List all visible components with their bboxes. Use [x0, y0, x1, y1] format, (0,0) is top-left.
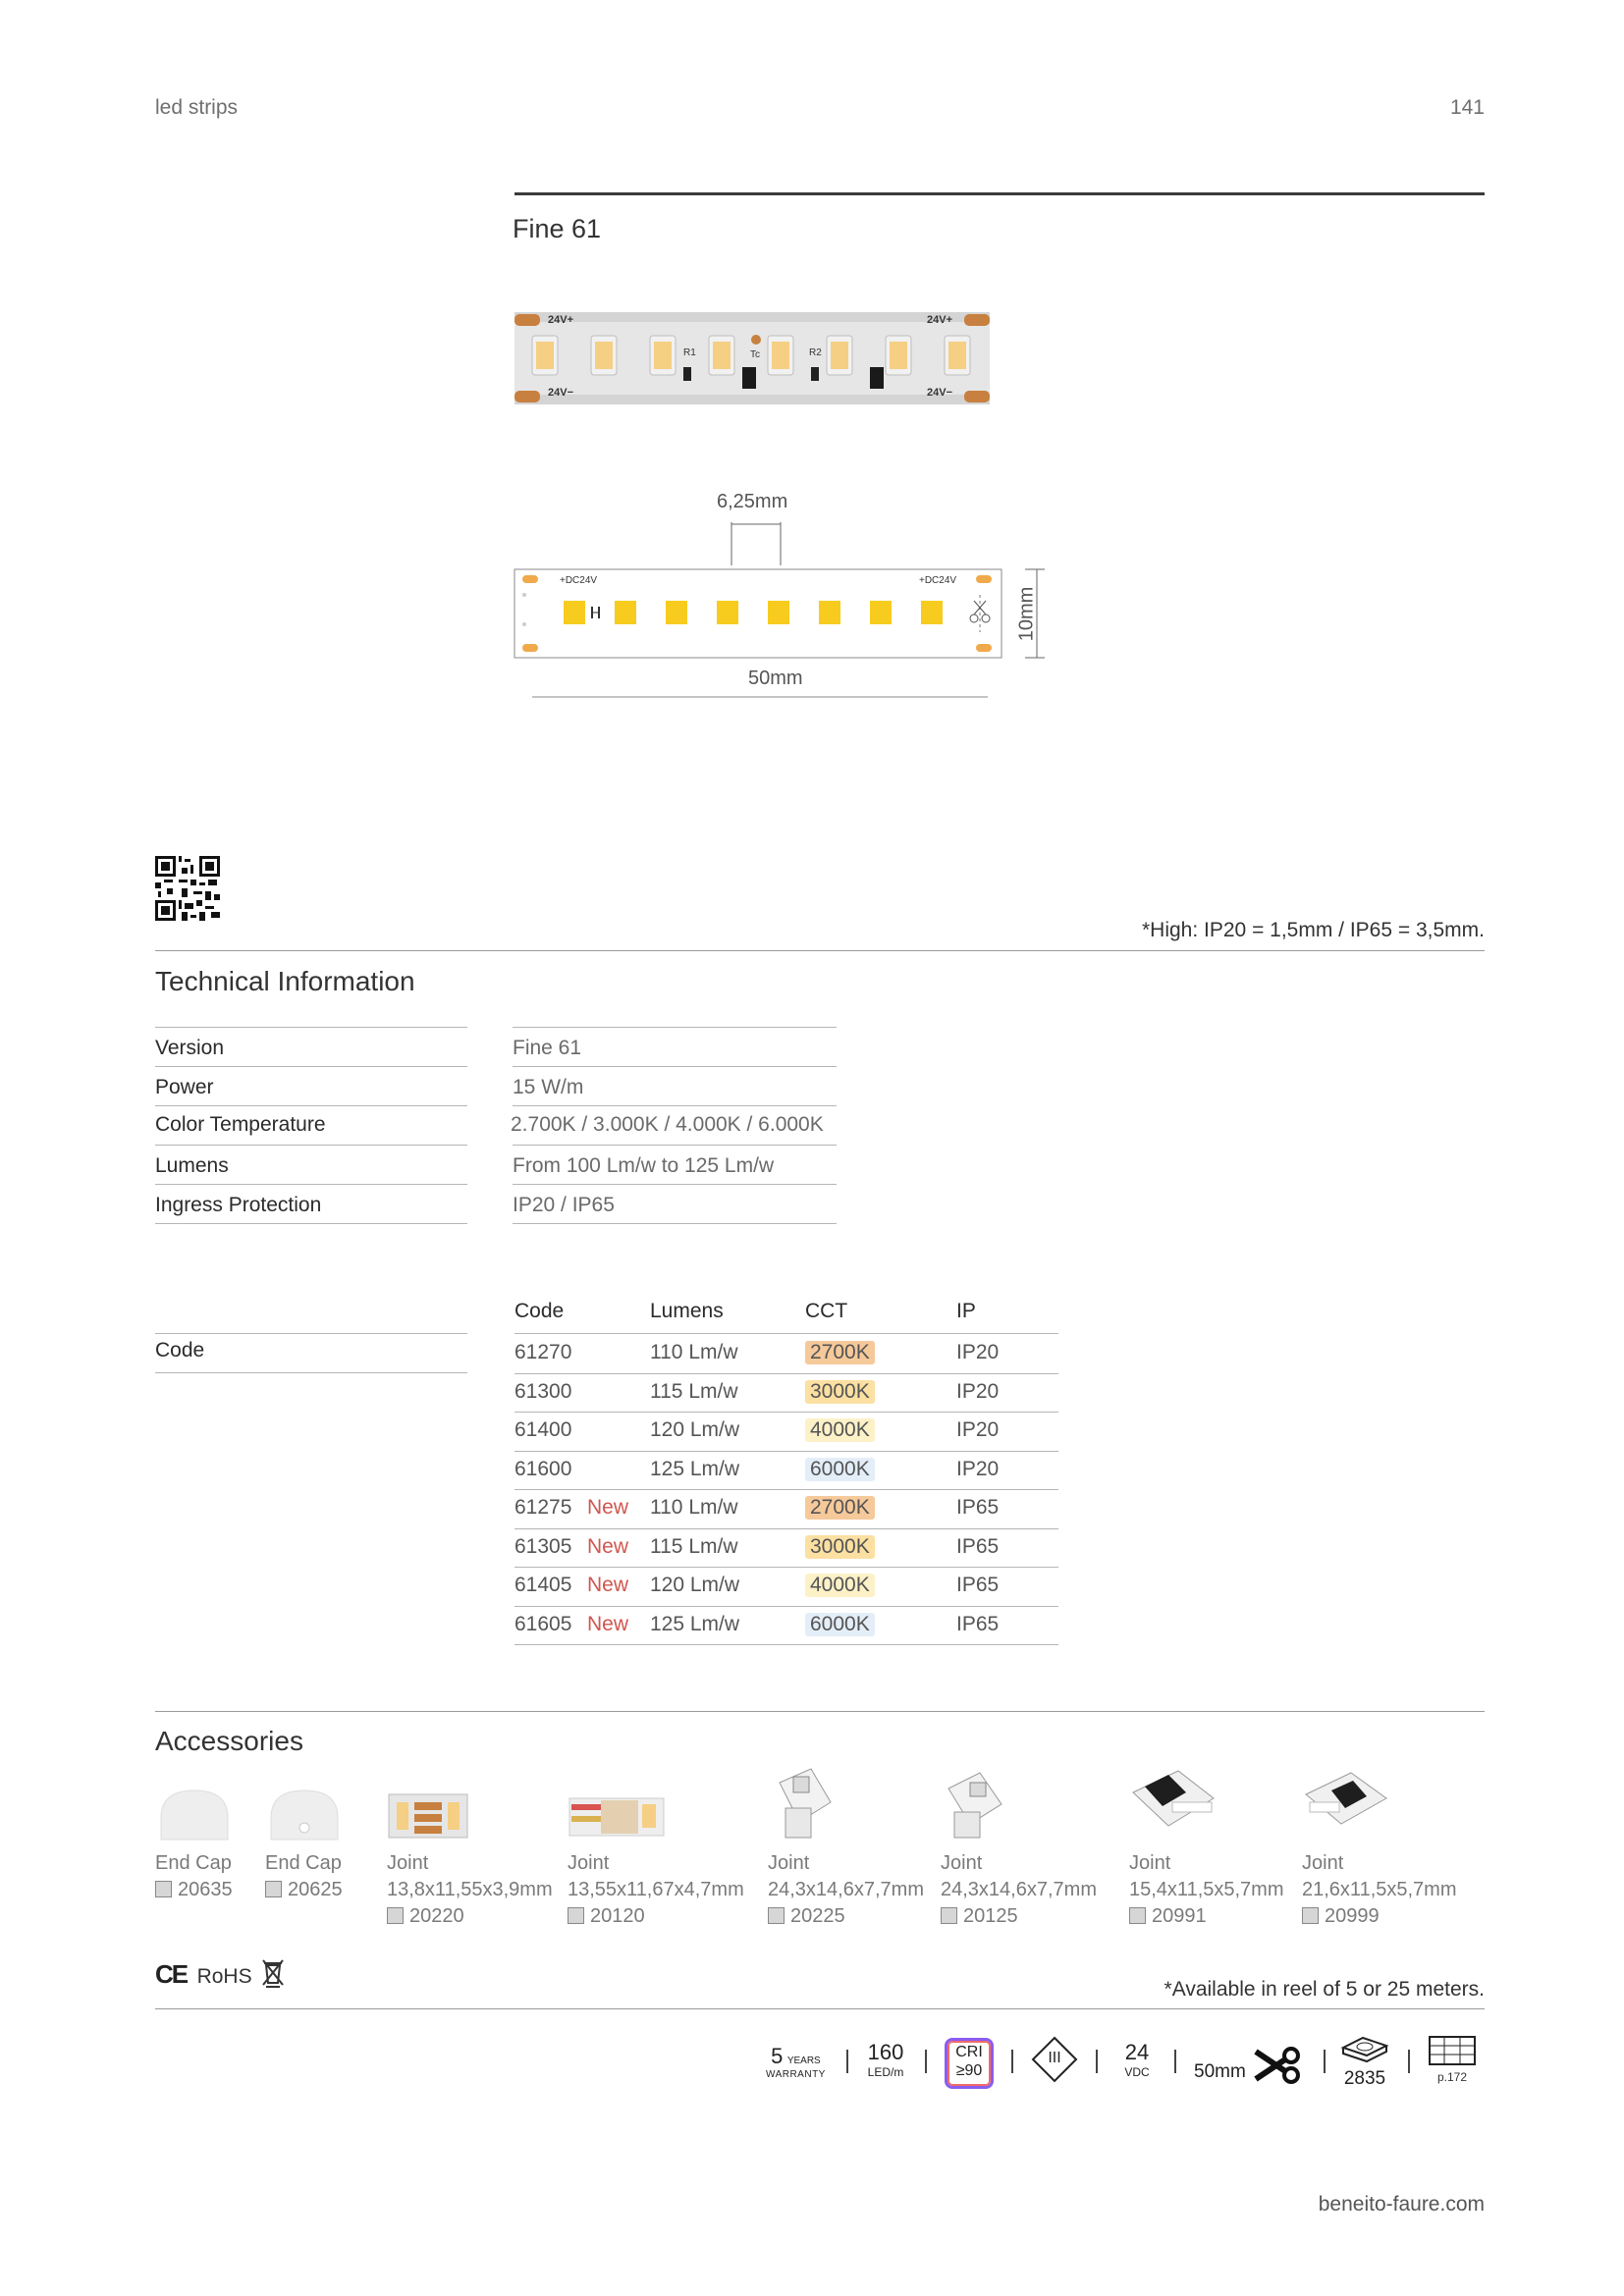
led-density: [862, 2040, 909, 2079]
code-value: 61275: [514, 1496, 572, 1519]
cri-bottom: ≥90: [955, 2062, 983, 2079]
code-value: 61305: [514, 1534, 572, 1558]
dimension-drawing: [511, 491, 1060, 707]
accessory-code: 20120: [568, 1903, 764, 1930]
led-count: 160: [867, 2040, 904, 2064]
tech-row: [155, 1145, 842, 1184]
cri-top: CRI: [955, 2044, 983, 2060]
tech-row-label: Version: [155, 1037, 225, 1059]
col-header-ip: IP: [956, 1300, 976, 1322]
ce-mark: CE: [155, 1959, 188, 1989]
lumens-value: 125 Lm/w: [650, 1612, 740, 1635]
col-header-lumens: Lumens: [650, 1300, 724, 1322]
accessory-item: [768, 1763, 945, 1930]
accessory-checkbox[interactable]: [265, 1881, 282, 1897]
end-cap-icon: [265, 1785, 344, 1845]
accessory-checkbox[interactable]: [1302, 1907, 1319, 1924]
accessory-name: Joint: [1129, 1852, 1171, 1874]
photo-label-r2: R2: [809, 347, 822, 358]
tech-row-value: IP20 / IP65: [513, 1194, 615, 1216]
cut-length-value: 50mm: [1194, 2061, 1246, 2082]
accessory-code: 20225: [768, 1903, 945, 1930]
code-value: 61405: [514, 1574, 572, 1596]
ip-value: IP65: [956, 1496, 1000, 1519]
separator: [1174, 2050, 1176, 2073]
col-header-code: Code: [514, 1300, 565, 1322]
accessory-name: Joint: [1302, 1852, 1344, 1874]
joint-connector-icon: [568, 1785, 666, 1845]
led-unit: LED/m: [867, 2065, 904, 2079]
led-chip-icon: [1339, 2032, 1390, 2065]
lumens-value: 120 Lm/w: [650, 1418, 740, 1441]
accessory-item: [1129, 1763, 1302, 1930]
separator: [1011, 2050, 1013, 2073]
codes-section: [155, 1296, 1058, 1649]
accessory-code: 20125: [941, 1903, 1117, 1930]
accessory-name: Joint: [387, 1852, 429, 1874]
accessory-dims: 13,8x11,55x3,9mm: [387, 1879, 553, 1900]
ip-value: IP65: [956, 1612, 1000, 1635]
accessory-item: [265, 1785, 373, 1903]
lumens-value: 110 Lm/w: [650, 1496, 738, 1519]
accessory-checkbox[interactable]: [768, 1907, 785, 1924]
photo-label-tc: Tc: [750, 349, 760, 360]
tech-row: [155, 1184, 842, 1223]
col-header-cct: CCT: [805, 1300, 848, 1322]
new-badge: New: [587, 1612, 629, 1635]
code-value: 61300: [514, 1379, 572, 1403]
tech-row: [155, 1066, 842, 1105]
tech-row: [155, 1105, 842, 1145]
accessory-dims: 24,3x14,6x7,7mm: [941, 1879, 1097, 1900]
ip-value: IP20: [956, 1418, 1000, 1441]
code-row: [514, 1490, 1058, 1529]
section-rule-technical: [155, 950, 1485, 951]
accessory-dims: 24,3x14,6x7,7mm: [768, 1879, 924, 1900]
page-reference-label: p.172: [1436, 2070, 1468, 2084]
accessory-name: Joint: [568, 1852, 610, 1874]
qr-code[interactable]: [155, 856, 220, 921]
pcb-label-right: +DC24V: [919, 575, 957, 586]
accessory-checkbox[interactable]: [1129, 1907, 1146, 1924]
accessory-item: [568, 1785, 764, 1930]
tech-row-label: Ingress Protection: [155, 1194, 322, 1216]
weee-bin-icon: [260, 1957, 286, 1989]
end-cap-icon: [155, 1785, 234, 1845]
cct-value: 4000K: [805, 1574, 875, 1597]
code-row: [514, 1374, 1058, 1414]
code-value: 61600: [514, 1457, 572, 1480]
clip-connector-icon: [768, 1763, 837, 1845]
separator: [925, 2050, 927, 2073]
photo-label-bottom-left: 24V−: [548, 387, 573, 399]
cri-badge: [945, 2038, 994, 2089]
cct-value: 2700K: [805, 1341, 875, 1364]
product-title: Fine 61: [513, 214, 602, 243]
accessory-dims: 21,6x11,5x5,7mm: [1302, 1879, 1457, 1900]
section-title: led strips: [155, 96, 239, 119]
cct-value: 2700K: [805, 1496, 875, 1520]
title-rule: [514, 192, 1485, 195]
clip-connector-icon: [941, 1763, 1009, 1845]
accessory-name: End Cap: [155, 1852, 232, 1874]
separator: [846, 2050, 848, 2073]
accessory-name: Joint: [768, 1852, 810, 1874]
code-value: 61400: [514, 1418, 572, 1441]
joint-connector-icon: [387, 1785, 469, 1845]
lumens-value: 115 Lm/w: [650, 1379, 738, 1403]
tech-row-label: Power: [155, 1076, 214, 1098]
code-row: [514, 1413, 1058, 1452]
code-row: [514, 1607, 1058, 1646]
tech-row-value: Fine 61: [513, 1037, 582, 1059]
accessory-checkbox[interactable]: [387, 1907, 404, 1924]
accessory-name: End Cap: [265, 1852, 342, 1874]
class-symbol: III: [1048, 2050, 1061, 2066]
feature-icons: [756, 2032, 1487, 2101]
ip-value: IP20: [956, 1379, 1000, 1403]
tech-row-value: From 100 Lm/w to 125 Lm/w: [513, 1154, 775, 1177]
lumens-value: 125 Lm/w: [650, 1457, 740, 1480]
accessory-item: [1302, 1763, 1475, 1930]
photo-label-top-right: 24V+: [927, 314, 952, 326]
cut-length: [1194, 2046, 1303, 2090]
photo-label-bottom-right: 24V−: [927, 387, 952, 399]
page-number: 141: [1449, 96, 1485, 119]
code-value: 61605: [514, 1612, 572, 1635]
separator: [1408, 2050, 1410, 2073]
cct-value: 4000K: [805, 1418, 875, 1442]
pcb-label-left: +DC24V: [560, 575, 598, 586]
accessory-name: Joint: [941, 1852, 983, 1874]
lumens-value: 120 Lm/w: [650, 1574, 740, 1596]
voltage-value: 24: [1124, 2040, 1150, 2064]
tech-row-label: Color Temperature: [155, 1113, 326, 1136]
chip-type: [1339, 2032, 1390, 2090]
cct-value: 3000K: [805, 1380, 875, 1404]
accessory-checkbox[interactable]: [155, 1881, 172, 1897]
accessory-code: 20625: [265, 1877, 373, 1903]
section-rule-features: [155, 2008, 1485, 2009]
chip-number: 2835: [1343, 2068, 1386, 2089]
accessory-checkbox[interactable]: [941, 1907, 957, 1924]
accessory-checkbox[interactable]: [568, 1907, 584, 1924]
clip-connector-icon: [1129, 1763, 1218, 1845]
voltage: [1115, 2040, 1159, 2079]
accessories-title: Accessories: [155, 1726, 303, 1756]
clip-connector-icon: [1302, 1763, 1390, 1845]
ip-value: IP65: [956, 1534, 1000, 1558]
accessory-code: 20999: [1302, 1903, 1475, 1930]
accessory-dims: 13,55x11,67x4,7mm: [568, 1879, 744, 1900]
voltage-unit: VDC: [1124, 2065, 1150, 2079]
certifications: [155, 1957, 286, 1989]
code-row: [514, 1452, 1058, 1491]
photo-label-r1: R1: [683, 347, 696, 358]
technical-title: Technical Information: [155, 966, 415, 996]
tech-row: [155, 1027, 842, 1066]
accessory-item: [155, 1785, 263, 1903]
class-iii-icon: [1031, 2036, 1078, 2083]
code-row: [514, 1335, 1058, 1374]
accessory-item: [387, 1785, 564, 1930]
ip-value: IP20: [956, 1457, 1000, 1480]
warranty-number: 5: [771, 2044, 784, 2068]
separator: [1096, 2050, 1098, 2073]
ip-value: IP65: [956, 1574, 1000, 1596]
ip-value: IP20: [956, 1341, 1000, 1363]
led-strip-photo: [514, 312, 990, 404]
code-value: 61270: [514, 1341, 572, 1363]
code-row-rule: [514, 1644, 1058, 1645]
scissors-icon: [1254, 2046, 1303, 2085]
new-badge: New: [587, 1574, 629, 1596]
accessory-code: 20991: [1129, 1903, 1302, 1930]
grid-table-icon: [1429, 2036, 1476, 2065]
note-reel: *Available in reel of 5 or 25 meters.: [1164, 1978, 1485, 2001]
warranty-years: YEARS: [786, 2056, 821, 2066]
photo-label-top-left: 24V+: [548, 314, 573, 326]
accessory-dims: 15,4x11,5x5,7mm: [1129, 1879, 1284, 1900]
codes-label: Code: [155, 1339, 205, 1362]
accessory-item: [941, 1763, 1117, 1930]
rohs-label: RoHS: [196, 1965, 252, 1988]
tech-row-value: 2.700K / 3.000K / 4.000K / 6.000K: [511, 1113, 824, 1136]
section-rule-accessories: [155, 1711, 1485, 1712]
tech-row-label: Lumens: [155, 1154, 229, 1177]
lumens-value: 110 Lm/w: [650, 1341, 738, 1363]
separator: [1324, 2050, 1326, 2073]
new-badge: New: [587, 1534, 629, 1558]
tech-row-value: 15 W/m: [513, 1076, 584, 1098]
pitch-dimension: 6,25mm: [717, 491, 788, 512]
code-row: [514, 1568, 1058, 1607]
length-dimension: 50mm: [748, 667, 803, 689]
cct-value: 6000K: [805, 1613, 875, 1636]
accessory-code: 20220: [387, 1903, 564, 1930]
code-row: [514, 1529, 1058, 1569]
website[interactable]: beneito-faure.com: [1318, 2193, 1485, 2216]
height-dimension: 10mm: [1015, 586, 1038, 642]
lumens-value: 115 Lm/w: [650, 1534, 738, 1558]
accessory-code: 20635: [155, 1877, 263, 1903]
page-reference[interactable]: [1428, 2036, 1477, 2084]
note-high: *High: IP20 = 1,5mm / IP65 = 3,5mm.: [1142, 919, 1485, 941]
warranty-word: WARRANTY: [766, 2069, 826, 2080]
warranty-badge: [766, 2044, 826, 2080]
cct-value: 3000K: [805, 1535, 875, 1559]
cct-value: 6000K: [805, 1458, 875, 1481]
new-badge: New: [587, 1496, 629, 1519]
